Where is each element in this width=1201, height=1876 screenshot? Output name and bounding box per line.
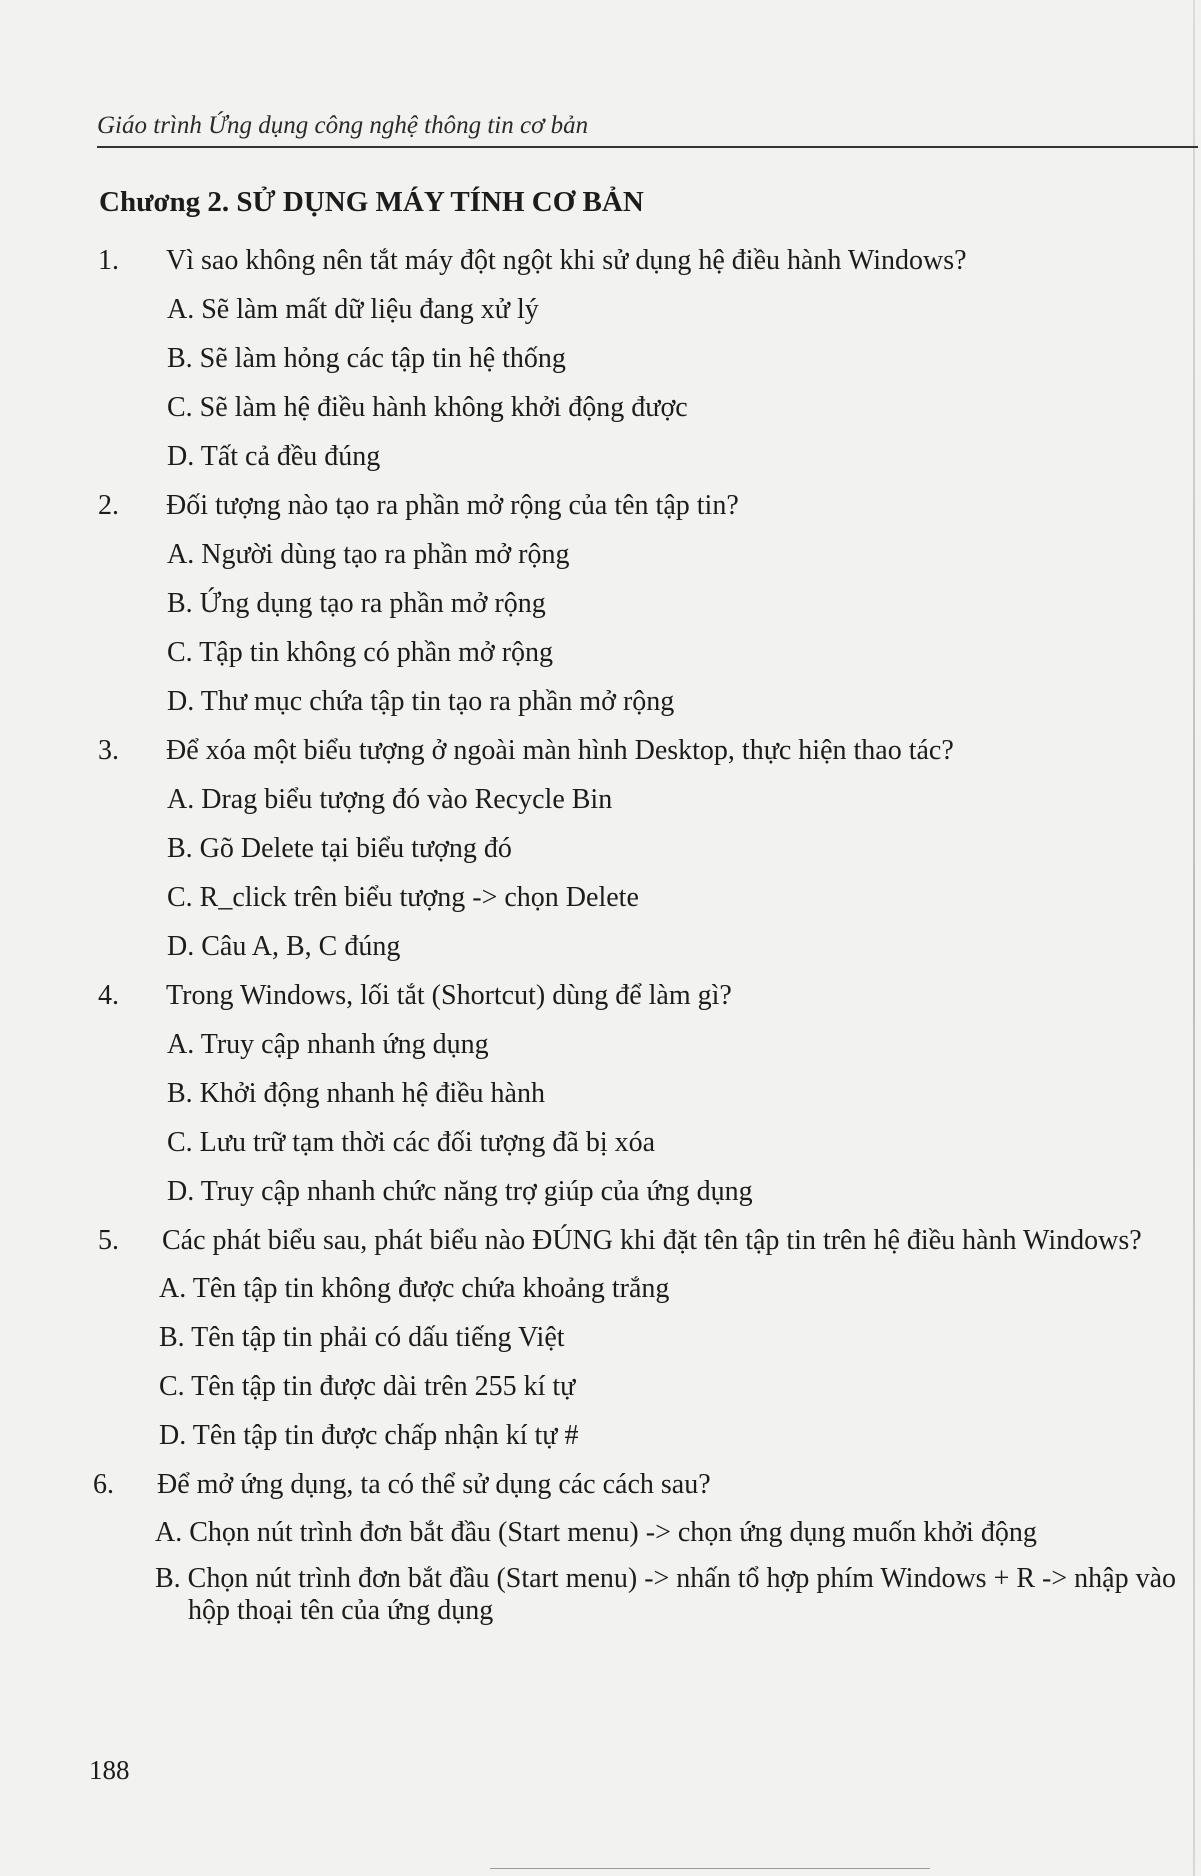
- answer-option: C. R_click trên biểu tượng -> chọn Delete: [167, 882, 639, 913]
- answer-option: A. Truy cập nhanh ứng dụng: [167, 1029, 489, 1060]
- question-number: 4.: [98, 980, 119, 1011]
- answer-option: B. Tên tập tin phải có dấu tiếng Việt: [159, 1322, 565, 1353]
- answer-option: A. Người dùng tạo ra phần mở rộng: [167, 539, 570, 570]
- header-rule: [97, 146, 1198, 148]
- question-5: [0, 1216, 1201, 1460]
- question-text: Để xóa một biểu tượng ở ngoài màn hình Desktop, thực hiện thao tác?: [166, 735, 954, 766]
- answer-option: A. Tên tập tin không được chứa khoảng trắng: [159, 1273, 670, 1304]
- question-1: [0, 236, 1201, 481]
- answer-option: D. Truy cập nhanh chức năng trợ giúp của ứng dụng: [167, 1176, 753, 1207]
- answer-option: A. Drag biểu tượng đó vào Recycle Bin: [167, 784, 613, 815]
- question-6: [0, 1460, 1201, 1627]
- answer-option: D. Câu A, B, C đúng: [167, 931, 401, 962]
- question-text: Vì sao không nên tắt máy đột ngột khi sử dụng hệ điều hành Windows?: [166, 245, 967, 276]
- question-stem: [0, 971, 1201, 1020]
- running-header: Giáo trình Ứng dụng công nghệ thông tin cơ bản: [97, 112, 589, 139]
- question-text: Đối tượng nào tạo ra phần mở rộng của tên tập tin?: [166, 490, 739, 521]
- answer-option: A. Chọn nút trình đơn bắt đầu (Start menu) -> chọn ứng dụng muốn khởi động: [155, 1517, 1037, 1548]
- question-number: 5.: [98, 1225, 119, 1256]
- question-number: 1.: [98, 245, 119, 276]
- scan-bottom-mark: [490, 1868, 930, 1869]
- question-number: 2.: [98, 490, 119, 521]
- question-2: [0, 481, 1201, 726]
- question-stem: [0, 236, 1201, 285]
- answer-option: C. Lưu trữ tạm thời các đối tượng đã bị xóa: [167, 1127, 656, 1158]
- answer-option: B. Ứng dụng tạo ra phần mở rộng: [167, 588, 546, 619]
- question-text: Để mở ứng dụng, ta có thể sử dụng các cách sau?: [157, 1469, 711, 1500]
- question-number: 6.: [93, 1469, 114, 1500]
- question-list: [0, 236, 1201, 1627]
- answer-options: [0, 285, 1201, 481]
- answer-option: D. Tất cả đều đúng: [167, 441, 381, 472]
- answer-option: A. Sẽ làm mất dữ liệu đang xử lý: [167, 294, 539, 325]
- page-number: 188: [89, 1755, 130, 1785]
- answer-option: C. Tên tập tin được dài trên 255 kí tự: [159, 1371, 576, 1402]
- chapter-title: Chương 2. SỬ DỤNG MÁY TÍNH CƠ BẢN: [99, 186, 644, 218]
- answer-option: B. Sẽ làm hỏng các tập tin hệ thống: [167, 343, 566, 374]
- question-4: [0, 971, 1201, 1216]
- answer-options: [0, 1020, 1201, 1216]
- answer-options: [0, 1264, 1201, 1460]
- question-stem: [0, 1216, 1201, 1264]
- answer-option: D. Tên tập tin được chấp nhận kí tự #: [159, 1420, 579, 1451]
- answer-option: B. Khởi động nhanh hệ điều hành: [167, 1078, 545, 1109]
- question-text: Các phát biểu sau, phát biểu nào ĐÚNG khi đặt tên tập tin trên hệ điều hành Windows?: [162, 1225, 1142, 1256]
- answer-option: B. Gõ Delete tại biểu tượng đó: [167, 833, 512, 864]
- question-number: 3.: [98, 735, 119, 766]
- answer-option: D. Thư mục chứa tập tin tạo ra phần mở rộng: [167, 686, 675, 717]
- answer-option: B. Chọn nút trình đơn bắt đầu (Start menu) -> nhấn tổ hợp phím Windows + R -> nhập vào hộp thoại tên của ứng dụng: [155, 1563, 1177, 1626]
- question-stem: [0, 481, 1201, 530]
- answer-option: C. Tập tin không có phần mở rộng: [167, 637, 554, 668]
- answer-options: [0, 1509, 1201, 1627]
- question-3: [0, 726, 1201, 971]
- answer-option: C. Sẽ làm hệ điều hành không khởi động được: [167, 392, 688, 423]
- answer-options: [0, 530, 1201, 726]
- question-stem: [0, 726, 1201, 775]
- answer-options: [0, 775, 1201, 971]
- question-text: Trong Windows, lối tắt (Shortcut) dùng để làm gì?: [166, 980, 732, 1011]
- question-stem: [0, 1460, 1201, 1509]
